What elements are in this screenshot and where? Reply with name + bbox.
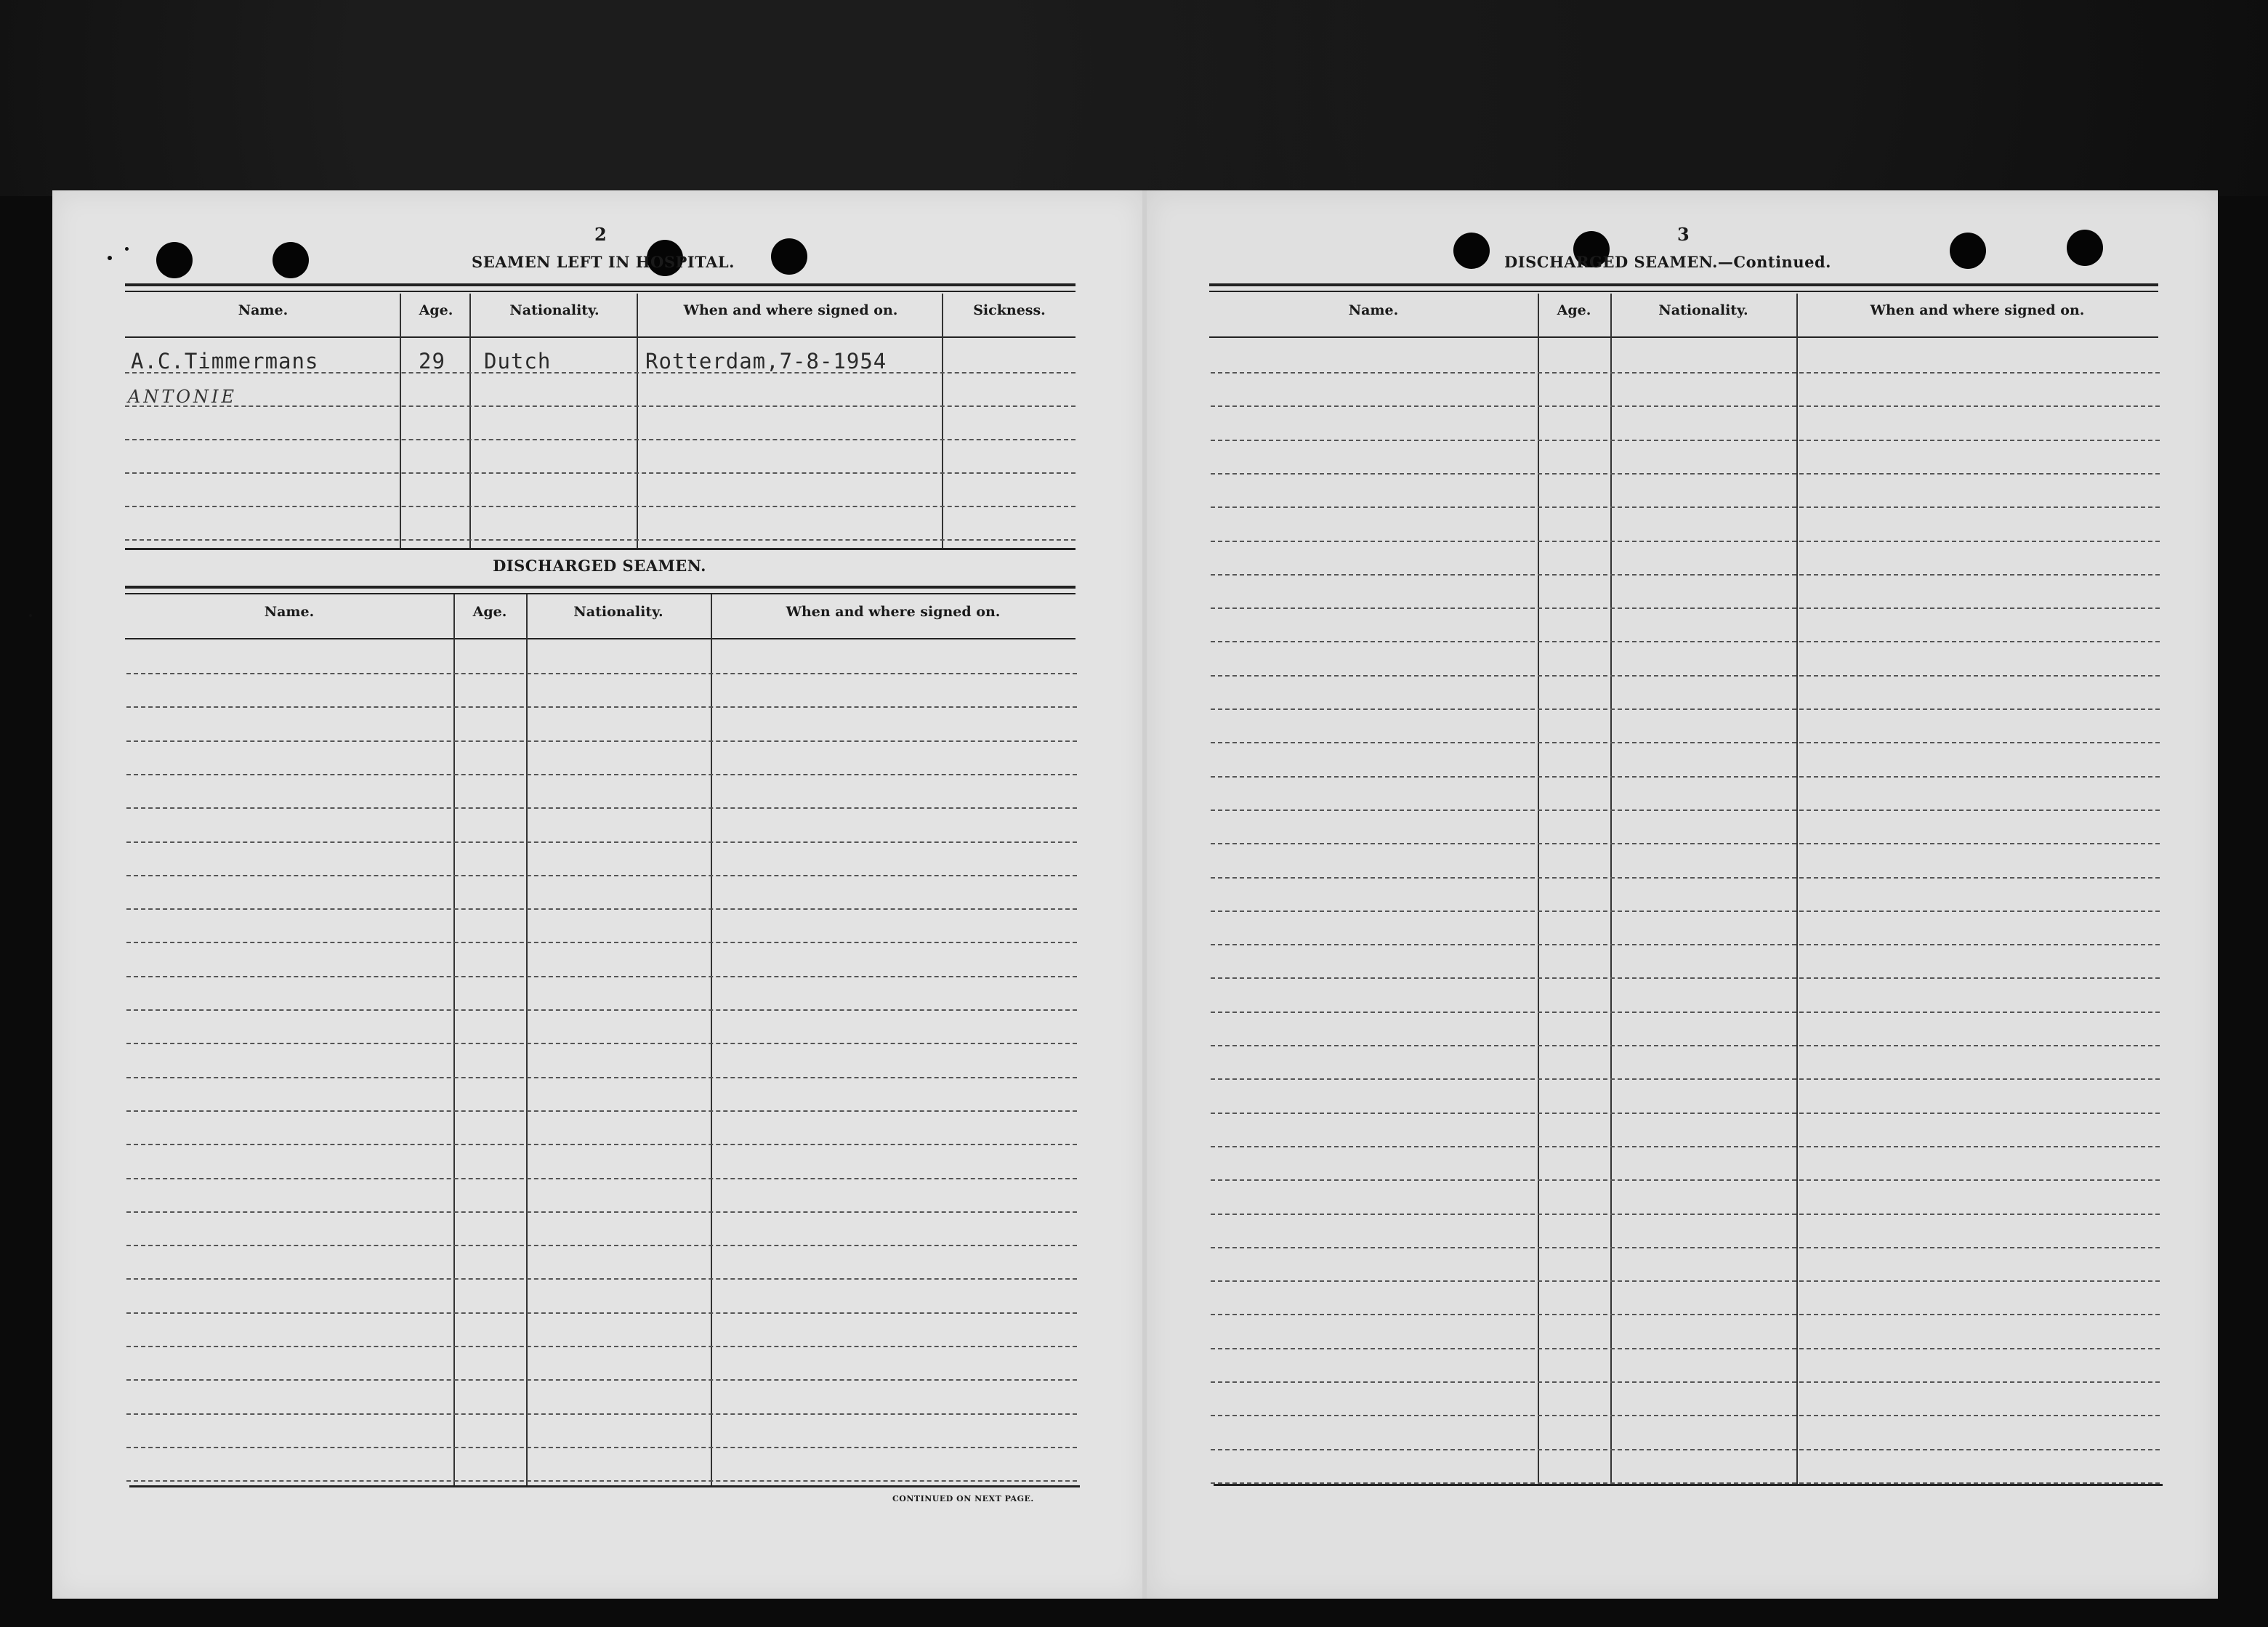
entry-line xyxy=(126,1480,1077,1482)
column-divider xyxy=(1610,294,1612,1484)
column-divider xyxy=(1538,294,1539,1484)
entry-line xyxy=(126,908,1077,910)
column-divider xyxy=(453,594,455,1485)
right-page xyxy=(1147,190,2218,1599)
entry-line xyxy=(126,1178,1077,1179)
entry-line xyxy=(126,1379,1077,1381)
entry-line xyxy=(1211,1348,2160,1349)
punch-hole xyxy=(2067,230,2103,266)
punch-hole xyxy=(273,242,309,278)
entry-line xyxy=(1211,473,2160,475)
entry-line xyxy=(126,807,1077,809)
table-top-rule xyxy=(1209,291,2158,292)
entry-line xyxy=(1211,1415,2160,1416)
entry-line xyxy=(1211,1113,2160,1114)
table-top-rule xyxy=(1209,283,2158,286)
entry-line xyxy=(1211,776,2160,778)
col-header-signed-on: When and where signed on. xyxy=(1870,302,2085,318)
discharged-section-title: DISCHARGED SEAMEN. xyxy=(493,557,706,575)
page-number: 3 xyxy=(1677,224,1690,245)
entry-line xyxy=(1211,506,2160,508)
entry-line xyxy=(1211,742,2160,743)
header-underline xyxy=(1209,336,2158,338)
col-header-age: Age. xyxy=(472,604,507,620)
column-divider xyxy=(469,294,471,548)
entry-line xyxy=(1211,1012,2160,1013)
entry-line xyxy=(126,1110,1077,1112)
table-bottom-rule xyxy=(125,548,1076,550)
entry-line xyxy=(126,1211,1077,1213)
col-header-age: Age. xyxy=(419,302,453,318)
entry-line xyxy=(126,1312,1077,1314)
entry-line xyxy=(126,1245,1077,1246)
entry-line xyxy=(126,875,1077,876)
entry-line xyxy=(125,506,1076,507)
entry-line xyxy=(126,706,1077,708)
entry-line xyxy=(126,841,1077,843)
entry-line xyxy=(1211,843,2160,844)
punch-hole xyxy=(156,242,193,278)
col-header-nationality: Nationality. xyxy=(573,604,663,620)
ink-speck xyxy=(108,256,112,260)
header-underline xyxy=(125,638,1076,639)
table-bottom-rule xyxy=(1214,1484,2163,1486)
punch-hole xyxy=(1453,233,1490,269)
continued-note: CONTINUED ON NEXT PAGE. xyxy=(892,1494,1034,1503)
entry-line xyxy=(1211,607,2160,609)
header-underline xyxy=(125,336,1076,338)
entry-line xyxy=(126,673,1077,674)
col-header-name: Name. xyxy=(264,604,315,620)
entry-line xyxy=(1211,877,2160,879)
entry-line xyxy=(126,1043,1077,1044)
entry-line xyxy=(1211,541,2160,542)
col-header-nationality: Nationality. xyxy=(1658,302,1748,318)
seaman-first-name-annotation: ANTONIE xyxy=(128,387,238,407)
column-divider xyxy=(942,294,943,548)
table-top-rule xyxy=(125,586,1076,589)
entry-line xyxy=(126,774,1077,775)
col-header-name: Name. xyxy=(238,302,288,318)
entry-line xyxy=(1211,1179,2160,1181)
entry-line xyxy=(126,1278,1077,1280)
col-header-name: Name. xyxy=(1348,302,1399,318)
entry-line xyxy=(126,1009,1077,1011)
col-header-nationality: Nationality. xyxy=(509,302,600,318)
entry-line xyxy=(126,1346,1077,1347)
punch-hole xyxy=(771,238,807,275)
column-divider xyxy=(526,594,528,1485)
entry-line xyxy=(1211,372,2160,374)
entry-line xyxy=(126,1413,1077,1415)
col-header-signed-on: When and where signed on. xyxy=(683,302,898,318)
entry-line xyxy=(125,439,1076,440)
entry-line xyxy=(1211,1078,2160,1080)
table-top-rule xyxy=(125,593,1076,594)
entry-line xyxy=(1211,405,2160,407)
seaman-signed-on: Rotterdam,7-8-1954 xyxy=(645,349,887,374)
seaman-name: A.C.Timmermans xyxy=(131,349,319,374)
entry-line xyxy=(1211,911,2160,912)
entry-line xyxy=(1211,944,2160,945)
entry-line xyxy=(126,1144,1077,1145)
entry-line xyxy=(1211,1146,2160,1147)
entry-line xyxy=(1211,641,2160,642)
entry-line xyxy=(1211,977,2160,979)
entry-line xyxy=(1211,1045,2160,1046)
entry-line xyxy=(126,976,1077,977)
hospital-section-title: SEAMEN LEFT IN HOSPITAL. xyxy=(472,253,735,271)
punch-hole xyxy=(1950,233,1986,269)
page-number: 2 xyxy=(594,224,607,245)
entry-line xyxy=(1211,1214,2160,1215)
entry-line xyxy=(126,1447,1077,1448)
table-top-rule xyxy=(125,291,1076,292)
scanner-background xyxy=(0,0,2268,196)
ink-speck xyxy=(125,247,129,251)
entry-line xyxy=(1211,1381,2160,1383)
column-divider xyxy=(711,594,712,1485)
entry-line xyxy=(125,539,1076,541)
entry-line xyxy=(126,942,1077,943)
entry-line xyxy=(1211,440,2160,441)
entry-line xyxy=(125,405,1076,407)
entry-line xyxy=(1211,810,2160,811)
entry-line xyxy=(1211,1280,2160,1282)
entry-line xyxy=(1211,574,2160,576)
entry-line xyxy=(1211,1314,2160,1315)
entry-line xyxy=(1211,1449,2160,1450)
entry-line xyxy=(1211,675,2160,677)
column-divider xyxy=(400,294,401,548)
column-divider xyxy=(637,294,638,548)
table-bottom-rule xyxy=(129,1485,1080,1487)
discharged-continued-title: DISCHARGED SEAMEN.—Continued. xyxy=(1504,253,1831,271)
entry-line xyxy=(126,1077,1077,1078)
entry-line xyxy=(126,740,1077,742)
entry-line xyxy=(1211,708,2160,710)
col-header-age: Age. xyxy=(1557,302,1591,318)
col-header-signed-on: When and where signed on. xyxy=(786,604,1001,620)
seaman-nationality: Dutch xyxy=(484,349,552,374)
table-top-rule xyxy=(125,283,1076,286)
seaman-age: 29 xyxy=(419,349,445,374)
entry-line xyxy=(125,472,1076,474)
col-header-sickness: Sickness. xyxy=(973,302,1046,318)
column-divider xyxy=(1796,294,1798,1484)
ink-speck xyxy=(29,614,32,617)
entry-line xyxy=(1211,1247,2160,1248)
